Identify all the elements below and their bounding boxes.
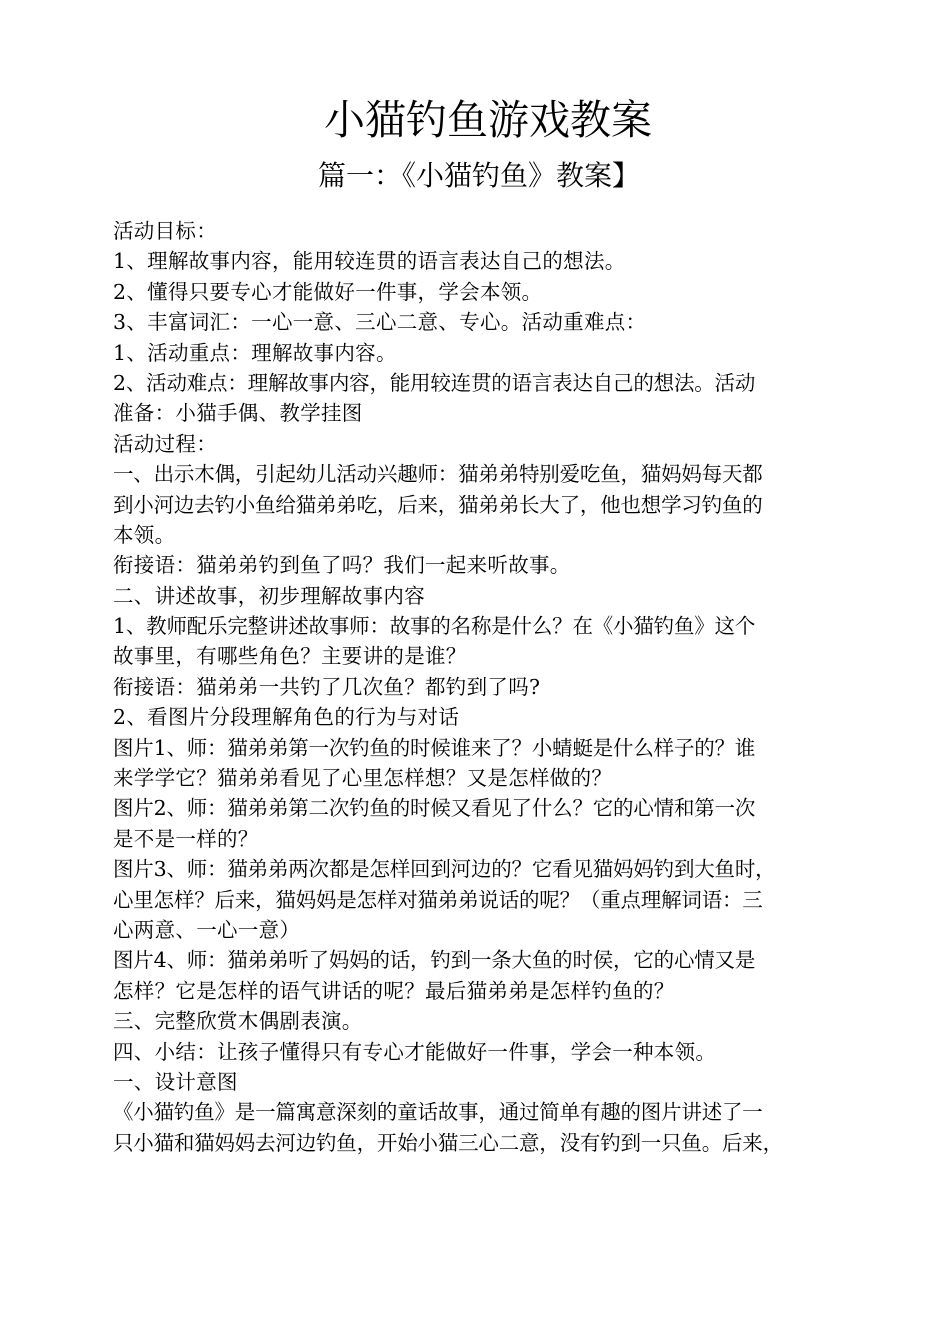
text-line: 故事里，有哪些角色？主要讲的是谁？ [113, 644, 467, 669]
text-line: 是不是一样的？ [113, 826, 259, 851]
text-line: 三、完整欣赏木偶剧表演。 [113, 1009, 363, 1034]
text-line: 2、活动难点：理解故事内容，能用较连贯的语言表达自己的想法。活动 [113, 370, 756, 395]
text-line: 本领。 [113, 522, 176, 547]
text-line: 图片1、师：猫弟弟第一次钓鱼的时候谁来了？小蜻蜓是什么样子的？谁 [113, 735, 756, 760]
text-line: 3、丰富词汇：一心一意、三心二意、专心。活动重难点： [113, 310, 647, 335]
text-line: 怎样？它是怎样的语气讲话的呢？最后猫弟弟是怎样钓鱼的？ [113, 978, 675, 1003]
text-line: 衔接语：猫弟弟一共钓了几次鱼？都钓到了吗? [113, 674, 541, 699]
text-line: 《小猫钓鱼》是一篇寓意深刻的童话故事，通过简单有趣的图片讲述了一 [113, 1100, 763, 1125]
text-line: 活动目标： [113, 219, 217, 243]
text-line: 图片3、师：猫弟弟两次都是怎样回到河边的？它看见猫妈妈钓到大鱼时， [113, 857, 776, 882]
text-line: 图片4、师：猫弟弟听了妈妈的话，钓到一条大鱼的时侯，它的心情又是 [113, 948, 756, 973]
text-line: 准备：小猫手偶、教学挂图 [113, 401, 363, 426]
text-line: 来学学它？猫弟弟看见了心里怎样想？又是怎样做的？ [113, 766, 613, 791]
document-title: 小猫钓鱼游戏教案 [324, 96, 652, 144]
text-line: 一、出示木偶，引起幼儿活动兴趣师：猫弟弟特别爱吃鱼，猫妈妈每天都 [113, 462, 763, 487]
text-line: 2、懂得只要专心才能做好一件事，学会本领。 [113, 279, 543, 304]
text-line: 心里怎样？后来，猫妈妈是怎样对猫弟弟说话的呢？（重点理解词语：三 [113, 887, 763, 912]
text-line: 1、教师配乐完整讲述故事师：故事的名称是什么？在《小猫钓鱼》这个 [113, 614, 756, 639]
document-subtitle: 篇一：《小猫钓鱼》教案】 [317, 159, 640, 192]
text-line: 只小猫和猫妈妈去河边钓鱼，开始小猫三心二意，没有钓到一只鱼。后来， [113, 1130, 783, 1155]
text-line: 二、讲述故事，初步理解故事内容 [113, 583, 425, 608]
text-line: 1、理解故事内容，能用较连贯的语言表达自己的想法。 [113, 249, 626, 274]
text-line: 四、小结：让孩子懂得只有专心才能做好一件事，学会一种本领。 [113, 1039, 717, 1064]
text-line: 图片2、师：猫弟弟第二次钓鱼的时候又看见了什么？它的心情和第一次 [113, 796, 756, 821]
text-line: 2、看图片分段理解角色的行为与对话 [113, 705, 460, 730]
text-line: 到小河边去钓小鱼给猫弟弟吃，后来，猫弟弟长大了，他也想学习钓鱼的 [113, 492, 763, 517]
text-line: 1、活动重点：理解故事内容。 [113, 340, 397, 365]
text-line: 活动过程： [113, 431, 217, 456]
text-line: 心两意、一心一意） [113, 917, 301, 942]
document-body [113, 216, 873, 1158]
text-line: 衔接语：猫弟弟钓到鱼了吗？我们一起来听故事。 [113, 553, 571, 578]
text-line: 一、设计意图 [113, 1069, 238, 1094]
